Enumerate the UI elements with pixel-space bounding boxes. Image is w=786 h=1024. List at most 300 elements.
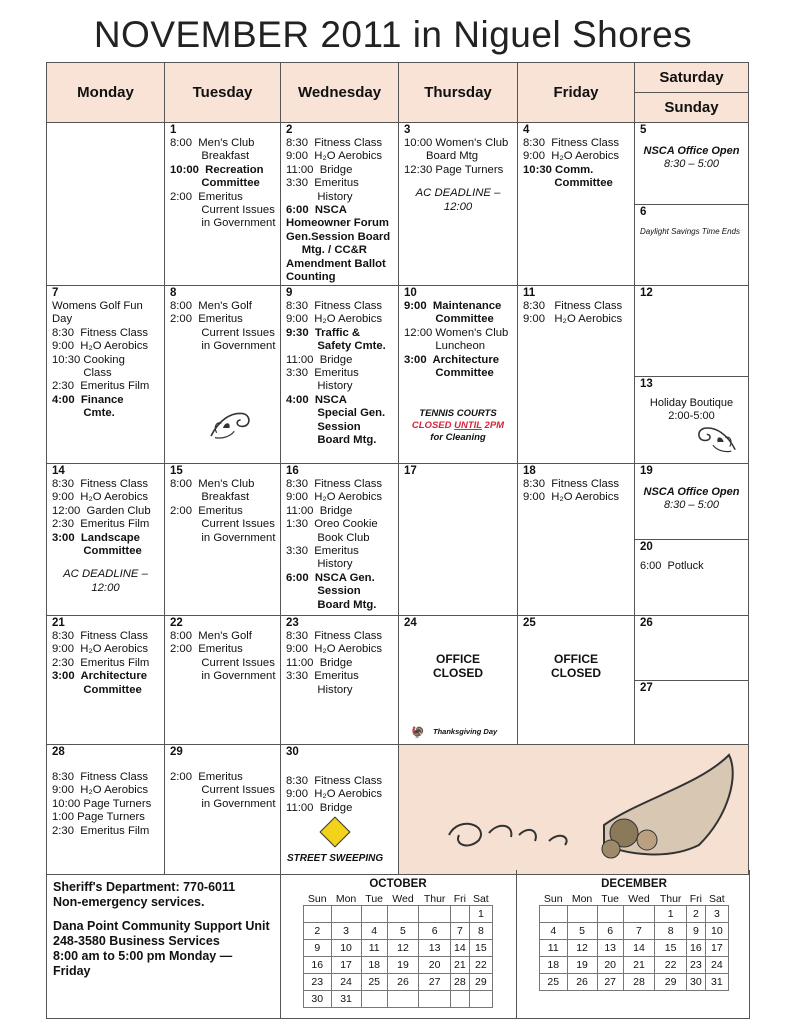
event-entry: 3:30 Emeritus History: [286, 177, 359, 203]
day-cell-content: [165, 616, 280, 744]
mini-day: [419, 991, 451, 1008]
mini-day: 5: [567, 923, 597, 940]
day-number: 13: [640, 378, 653, 391]
mini-day: 16: [304, 957, 332, 974]
event-entry: 8:00 Men's Golf: [170, 630, 252, 642]
day-events: [170, 771, 275, 811]
day-cell-content: [281, 464, 398, 615]
day-number: 30: [286, 746, 299, 758]
day-number: 7: [52, 287, 59, 299]
event-entry: 11:00 Bridge: [286, 504, 353, 517]
day-cell-wed: [281, 745, 399, 875]
day-number: 10: [404, 287, 417, 299]
mini-day: 19: [567, 957, 597, 974]
event-entry: 2:00 Emeritus Current Issues in Government: [170, 313, 276, 353]
mini-day: 7: [623, 923, 655, 940]
header-friday: Friday: [518, 63, 635, 123]
day-number: 25: [523, 617, 536, 629]
swirl-ornament-icon: [693, 419, 739, 454]
mini-day: 18: [540, 957, 568, 974]
event-entry: 2:30 Emeritus Film: [52, 518, 150, 531]
street-sweeping-label: STREET SWEEPING: [287, 852, 384, 864]
mini-day: 12: [567, 940, 597, 957]
day-cell-tue: [165, 616, 281, 745]
mini-day: 31: [331, 991, 361, 1008]
weekend-split: [635, 123, 748, 285]
day-cell-content: [165, 286, 280, 463]
event-entry: 11:00 Bridge: [286, 353, 353, 366]
event-entry: 10:30 Cooking Class: [52, 353, 125, 380]
mini-day: [304, 906, 332, 923]
mini-day: 11: [540, 940, 568, 957]
mini-dow: Thur: [423, 892, 446, 905]
mini-day: 26: [567, 974, 597, 991]
event-entry: [404, 177, 512, 187]
tennis-time: 2PM: [481, 420, 505, 432]
event-entry: 2:00 Emeritus Current Issues in Government: [170, 771, 276, 810]
week-row: [47, 286, 749, 464]
day-number: 26: [640, 617, 653, 629]
event-entry: 9:00 H₂O Aerobics: [52, 784, 149, 797]
mini-day: 1: [655, 906, 687, 923]
day-number: 14: [52, 465, 65, 477]
weekend-cell: [635, 286, 749, 464]
mini-day: 31: [705, 974, 728, 991]
header-thursday: Thursday: [399, 63, 518, 123]
day-number: 9: [286, 287, 293, 299]
mini-day: [451, 991, 470, 1008]
mini-dow: Sat: [472, 892, 489, 905]
mini-day: 3: [705, 906, 728, 923]
day-cell-thu: [399, 464, 518, 616]
mini-day: [597, 906, 623, 923]
event-entry: 6:00 NSCA Homeowner Forum Gen.Session Board Mtg. / CC&R Amendment Ballot Counting: [286, 204, 391, 284]
header-sunday: Sunday: [664, 99, 719, 116]
mini-day: 21: [623, 957, 655, 974]
event-entry: 2:30 Emeritus Film: [52, 380, 150, 393]
mini-day: 1: [469, 906, 492, 923]
event-entry: [52, 558, 159, 568]
mini-day: 16: [687, 940, 706, 957]
mini-day: 15: [655, 940, 687, 957]
day-cell-content: [47, 464, 164, 615]
event-entry: 8:30 – 5:00: [663, 499, 720, 511]
mini-day: 11: [361, 940, 387, 957]
event-entry: 1:00 Page Turners: [52, 811, 145, 824]
event-entry: 8:30 Fitness Class: [52, 326, 149, 339]
october-mini-calendar: [303, 878, 493, 1008]
event-entry: Daylight Savings Time Ends: [640, 226, 740, 236]
day-number: 3: [404, 124, 411, 136]
week-row: [47, 616, 749, 745]
tennis-line: for Cleaning: [430, 432, 486, 444]
weekend-split: [635, 286, 748, 463]
december-mini-calendar: [539, 878, 729, 991]
header-wednesday: Wednesday: [281, 63, 399, 123]
day-cell-content: [47, 286, 164, 463]
mini-day: 29: [655, 974, 687, 991]
header-weekend: [635, 63, 749, 123]
day-cell-content: [281, 286, 398, 463]
weekend-cell: [635, 616, 749, 745]
day-number: 5: [640, 124, 647, 136]
turkey-icon: 🦃: [411, 726, 425, 739]
day-cell-thu: [399, 616, 518, 745]
day-cell-wed: [281, 286, 399, 464]
sheriff-line: Dana Point Community Support Unit: [53, 919, 270, 933]
street-sweeper-icon: [319, 816, 350, 847]
mini-day: 10: [331, 940, 361, 957]
day-cell-tue: [165, 123, 281, 286]
event-entry: 8:30 Fitness Class: [286, 300, 383, 312]
mini-dow: Sat: [708, 892, 725, 905]
event-entry: 3:00 Landscape Committee: [52, 531, 142, 558]
event-entry: 9:00 H₂O Aerobics: [523, 313, 623, 326]
day-events: [640, 145, 743, 171]
day-cell-sat: [635, 464, 748, 539]
day-cell-content: [399, 123, 517, 285]
day-number: 17: [404, 465, 417, 477]
mini-day: [469, 991, 492, 1008]
event-entry: Womens Golf Fun Day: [52, 300, 143, 326]
day-cell-mon: [47, 123, 165, 286]
event-entry: 11:00 Bridge: [286, 801, 353, 814]
day-cell-content: [281, 123, 398, 285]
mini-day: 28: [451, 974, 470, 991]
event-entry: 12:30 Page Turners: [404, 163, 504, 176]
day-number: 21: [52, 617, 65, 629]
tennis-notice: [404, 408, 512, 444]
day-number: 19: [640, 465, 653, 477]
mini-day: 6: [419, 923, 451, 940]
mini-day: [567, 906, 597, 923]
swirl-ornament-icon: [207, 404, 255, 440]
day-number: 27: [640, 681, 653, 694]
mini-dow: Mon: [571, 892, 593, 905]
event-entry: 10:00 Page Turners: [52, 797, 152, 810]
event-entry: 8:30 Fitness Class: [523, 300, 623, 312]
day-cell-content: [399, 464, 517, 615]
day-cell-sun: [635, 204, 748, 286]
mini-day: 23: [687, 957, 706, 974]
mini-dow: Tue: [365, 892, 384, 905]
mini-day: 7: [451, 923, 470, 940]
mini-dow: Mon: [335, 892, 357, 905]
day-cell-fri: [518, 616, 635, 745]
mini-day: 24: [331, 974, 361, 991]
event-entry: 9:00 H₂O Aerobics: [286, 643, 383, 656]
day-events: [286, 775, 393, 815]
thanksgiving-note: Thanksgiving Day: [433, 726, 498, 736]
event-entry: 9:00 H₂O Aerobics: [286, 313, 383, 326]
mini-day: 13: [419, 940, 451, 957]
header-monday: Monday: [47, 63, 165, 123]
mini-day: 3: [331, 923, 361, 940]
day-cell-sat: [635, 286, 748, 376]
event-entry: 12:00 Women's Club Luncheon: [404, 326, 509, 353]
mini-day: 25: [540, 974, 568, 991]
week-row: [47, 745, 749, 875]
mini-day: 6: [597, 923, 623, 940]
mini-dow: Fri: [453, 892, 466, 905]
event-entry: 4:00 Finance Cmte.: [52, 393, 124, 420]
sheriff-line: Sheriff's Department: 770-6011: [53, 880, 236, 894]
day-cell-content: [47, 123, 164, 285]
mini-day: [387, 991, 419, 1008]
mini-day: 20: [597, 957, 623, 974]
day-cell-thu: [399, 286, 518, 464]
event-entry: 9:30 Traffic & Safety Cmte.: [286, 326, 386, 353]
day-cell-sun: [635, 539, 748, 615]
day-cell-sat: [635, 616, 748, 680]
event-entry: 10:30 Comm. Committee: [523, 163, 613, 190]
day-number: 11: [523, 287, 536, 299]
event-entry: 10:00 Recreation Committee: [170, 163, 264, 190]
event-entry: NSCA Office Open: [643, 145, 740, 157]
day-number: 28: [52, 746, 65, 758]
event-entry: 12:00 Garden Club: [52, 504, 151, 517]
week-row: [47, 464, 749, 616]
day-cell-sun: [635, 680, 748, 745]
mini-dow: Thur: [659, 892, 682, 905]
mini-day: 14: [623, 940, 655, 957]
mini-day: 15: [469, 940, 492, 957]
mini-day: 8: [655, 923, 687, 940]
sheriff-line: 8:00 am to 5:00 pm Monday — Friday: [53, 949, 233, 978]
day-number: 29: [170, 746, 183, 758]
day-events: [52, 771, 159, 838]
event-entry: 6:00 Potluck: [640, 560, 704, 572]
mini-day: 4: [540, 923, 568, 940]
mini-day: [419, 906, 451, 923]
day-cell-content: [399, 286, 517, 463]
mini-day: 17: [705, 940, 728, 957]
weekend-split: [635, 464, 748, 615]
day-cell-content: [165, 464, 280, 615]
day-cell-tue: [165, 286, 281, 464]
mini-day: 22: [469, 957, 492, 974]
event-entry: 10:00 Women's Club Board Mtg: [404, 137, 509, 163]
event-entry: 9:00 Maintenance Committee: [404, 300, 502, 326]
mini-day: [451, 906, 470, 923]
day-cell-tue: [165, 745, 281, 875]
mini-day: 10: [705, 923, 728, 940]
event-entry: 9:00 H₂O Aerobics: [52, 340, 149, 353]
mini-day: 9: [687, 923, 706, 940]
mini-day: [361, 991, 387, 1008]
event-entry: 9:00 H₂O Aerobics: [523, 150, 620, 163]
event-entry: 2:30 Emeritus Film: [52, 656, 150, 669]
event-entry: 11:00 Bridge: [286, 656, 353, 669]
event-entry: NSCA Office Open: [643, 486, 740, 498]
day-cell-content: [518, 616, 634, 744]
office-closed-label: OFFICE CLOSED: [432, 652, 483, 680]
header-saturday: Saturday: [635, 63, 748, 93]
day-cell-content: [47, 745, 164, 871]
event-entry: 9:00 H₂O Aerobics: [286, 150, 383, 163]
day-number: 15: [170, 465, 183, 477]
event-entry: 8:30 Fitness Class: [52, 630, 149, 642]
office-closed-label: OFFICE CLOSED: [550, 652, 601, 680]
mini-day: 5: [387, 923, 419, 940]
mini-day: 8: [469, 923, 492, 940]
mini-dow: Fri: [689, 892, 702, 905]
event-entry: 8:00 Men's Club Breakfast: [170, 137, 255, 163]
day-cell-content: [165, 745, 280, 871]
mini-day: 24: [705, 957, 728, 974]
page-title: NOVEMBER 2011 in Niguel Shores: [93, 14, 693, 55]
day-number: 12: [640, 287, 653, 299]
day-cell-fri: [518, 123, 635, 286]
day-number: 18: [523, 465, 536, 477]
mini-day: 19: [387, 957, 419, 974]
sheriff-line: 248-3580 Business Services: [53, 934, 220, 948]
october-title: OCTOBER: [369, 878, 427, 890]
event-entry: 8:30 Fitness Class: [52, 771, 149, 783]
week-row: [47, 123, 749, 286]
event-entry: 4:00 NSCA Special Gen. Session Board Mtg.: [286, 393, 386, 447]
day-number: [52, 124, 159, 137]
day-cell-fri: [518, 464, 635, 616]
event-entry: AC DEADLINE – 12:00: [415, 187, 501, 213]
event-entry: 8:30 Fitness Class: [286, 630, 383, 642]
mini-day: 17: [331, 957, 361, 974]
event-entry: 6:00 NSCA Gen. Session Board Mtg.: [286, 571, 377, 611]
mini-dow: Wed: [392, 892, 414, 905]
mini-day: 2: [304, 923, 332, 940]
day-cell-content: [281, 616, 398, 744]
day-cell-sun: [635, 376, 748, 463]
mini-dow: Tue: [601, 892, 620, 905]
december-title: DECEMBER: [601, 878, 667, 890]
event-entry: 9:00 H₂O Aerobics: [286, 491, 383, 504]
mini-day: 27: [597, 974, 623, 991]
day-cell-content: [281, 745, 398, 871]
day-cell-thu: [399, 123, 518, 286]
day-cell-content: [165, 123, 280, 285]
mini-day: 28: [623, 974, 655, 991]
event-entry: 9:00 H₂O Aerobics: [286, 788, 383, 801]
event-entry: 8:30 Fitness Class: [523, 478, 620, 490]
cornucopia-icon: [399, 745, 747, 869]
day-number: 16: [286, 465, 299, 477]
event-entry: 2:30 Emeritus Film: [52, 824, 150, 837]
day-number: 2: [286, 124, 293, 136]
mini-day: 22: [655, 957, 687, 974]
mini-day: 4: [361, 923, 387, 940]
day-cell-mon: [47, 286, 165, 464]
mini-day: 27: [419, 974, 451, 991]
day-events: [640, 225, 743, 238]
header-tuesday: Tuesday: [165, 63, 281, 123]
event-entry: 9:00 H₂O Aerobics: [52, 491, 149, 504]
mini-day: 13: [597, 940, 623, 957]
mini-day: 12: [387, 940, 419, 957]
mini-dow: Wed: [628, 892, 650, 905]
event-entry: 2:00 Emeritus Current Issues in Government: [170, 504, 276, 544]
event-entry: 8:00 Men's Club Breakfast: [170, 478, 255, 504]
day-cell-tue: [165, 464, 281, 616]
mini-day: 29: [469, 974, 492, 991]
mini-dow: Sun: [543, 892, 563, 905]
day-cell-wed: [281, 616, 399, 745]
footer: [46, 870, 750, 1019]
day-cell-content: [47, 616, 164, 744]
event-entry: 3:30 Emeritus History: [286, 670, 359, 696]
mini-day: 9: [304, 940, 332, 957]
day-cell-mon: [47, 616, 165, 745]
mini-day: 30: [687, 974, 706, 991]
day-cell-content: [518, 286, 634, 463]
event-entry: 2:00 Emeritus Current Issues in Government: [170, 643, 276, 683]
mini-day: 30: [304, 991, 332, 1008]
day-number: 23: [286, 617, 299, 629]
weekend-cell: [635, 123, 749, 286]
event-entry: 9:00 H₂O Aerobics: [523, 491, 620, 504]
day-cell-sat: [635, 123, 748, 204]
mini-day: 21: [451, 957, 470, 974]
mini-day: [331, 906, 361, 923]
day-events: [640, 486, 743, 512]
tennis-line: TENNIS COURTS: [419, 408, 497, 420]
event-entry: 8:30 Fitness Class: [286, 478, 383, 490]
event-entry: 11:00 Bridge: [286, 163, 353, 176]
sheriff-info: [53, 880, 273, 979]
mini-day: 20: [419, 957, 451, 974]
event-entry: Holiday Boutique: [649, 397, 734, 410]
event-entry: 2:00 Emeritus Current Issues in Government: [170, 190, 276, 230]
mini-day: 14: [451, 940, 470, 957]
event-entry: 1:30 Oreo Cookie Book Club: [286, 518, 378, 544]
mini-dow: Sun: [307, 892, 327, 905]
event-entry: 3:00 Architecture Committee: [404, 353, 500, 380]
event-entry: 2:00-5:00: [668, 410, 715, 423]
cornucopia-cell: [399, 745, 749, 875]
sheriff-line: Non-emergency services.: [53, 895, 205, 909]
tennis-until: UNTIL: [454, 420, 482, 432]
day-cell-fri: [518, 286, 635, 464]
event-entry: 9:00 H₂O Aerobics: [52, 643, 149, 656]
day-cell-content: [518, 464, 634, 615]
event-entry: 8:30 Fitness Class: [286, 775, 383, 787]
day-events: [640, 560, 743, 573]
event-entry: 8:00 Men's Golf: [170, 300, 252, 312]
tennis-closed: CLOSED: [411, 420, 455, 432]
mini-day: 18: [361, 957, 387, 974]
event-entry: 3:30 Emeritus History: [286, 545, 359, 571]
event-entry: 8:30 Fitness Class: [523, 137, 620, 149]
mini-day: 23: [304, 974, 332, 991]
tennis-closed-line: [404, 420, 512, 432]
day-cell-wed: [281, 464, 399, 616]
day-number: 22: [170, 617, 183, 629]
event-entry: AC DEADLINE – 12:00: [63, 568, 148, 594]
day-number: 20: [640, 541, 653, 553]
weekend-cell: [635, 464, 749, 616]
event-entry: 3:00 Architecture Committee: [52, 670, 148, 696]
day-number: 24: [404, 617, 417, 629]
day-number: 1: [170, 124, 177, 136]
mini-day: 26: [387, 974, 419, 991]
mini-day: [623, 906, 655, 923]
weekend-split: [635, 616, 748, 744]
event-entry: 8:30 Fitness Class: [286, 137, 383, 149]
day-number: 4: [523, 124, 530, 136]
event-entry: 8:30 – 5:00: [663, 158, 720, 170]
day-number: 6: [640, 205, 647, 218]
day-cell-mon: [47, 745, 165, 875]
event-entry: 3:30 Emeritus History: [286, 367, 359, 393]
